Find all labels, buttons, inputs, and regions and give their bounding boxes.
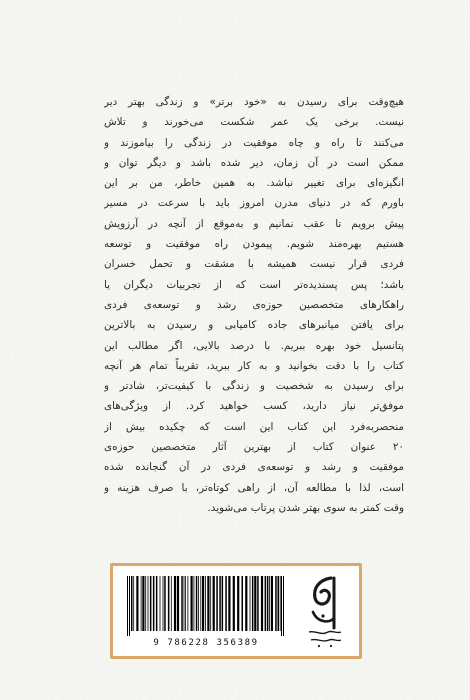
barcode-bar — [250, 576, 251, 631]
barcode-bar — [252, 576, 254, 631]
barcode-bar — [280, 576, 281, 631]
barcode-bar — [174, 576, 176, 631]
blurb-line: برای رسیدن به شخصیت و زندگی با کیفیت‌تر، شادتر و — [104, 380, 404, 393]
barcode-bar — [129, 576, 130, 636]
barcode-bar — [207, 576, 209, 631]
barcode-bar — [136, 576, 138, 631]
barcode-bar — [245, 576, 247, 631]
blurb-line: هستیم بهره‌مند شویم. پیمودن راه موفقیت و توسعه — [104, 238, 404, 251]
blurb-line: منحصربه‌فرد این کتاب این است که چکیده بیش از — [104, 420, 404, 433]
blurb-line: برای یافتن میانبرهای جاده کامیابی و رسیدن به بالاترین — [104, 319, 404, 332]
blurb-line: موفق‌تر نیاز دارید، کسب خواهید کرد. از ویژگی‌های — [104, 400, 404, 413]
barcode-bar — [202, 576, 204, 631]
publisher-logo — [301, 572, 349, 650]
blurb-line: ممکن است در آن زمان، دیر شده باشد و دیگر توان و — [104, 156, 404, 169]
barcode-bar — [168, 576, 170, 631]
barcode-bar — [222, 576, 224, 631]
blurb-line: است، لذا با مطالعه آن، از راهی کوتاه‌تر، با صرف هزینه و — [104, 481, 404, 494]
barcode-bars — [125, 576, 287, 636]
barcode-bar — [242, 576, 244, 631]
barcode-bar — [257, 576, 259, 631]
barcode-box — [110, 563, 362, 659]
blurb-line: می‌کنند تا راه و چاه موفقیت در زندگی را بیاموزند و — [104, 136, 404, 149]
barcode-bar — [150, 576, 152, 631]
barcode-bar — [200, 576, 201, 631]
barcode-bar — [145, 576, 146, 631]
blurb-line: باشد؛ پس پسندیده‌تر است که از تجربیات دیگران یا — [104, 278, 404, 291]
barcode-bar — [205, 576, 206, 631]
blurb-line: هیچ‌وقت برای رسیدن به «خود برتر» و زندگی بهتر دیر — [104, 96, 404, 108]
barcode-bar — [177, 576, 179, 631]
barcode-bar — [163, 576, 164, 631]
barcode-bar — [133, 576, 134, 631]
barcode-bar — [164, 576, 166, 631]
barcode-bar — [188, 576, 189, 631]
barcode-bar — [131, 576, 133, 631]
barcode-bar — [160, 576, 161, 631]
blurb-line: پیش برویم تا عقب نمانیم و به‌موقع از آنچه در آرزویش — [104, 217, 404, 230]
barcode-digits: 9 786228 356389 — [153, 638, 259, 648]
barcode-bar — [191, 576, 193, 631]
barcode-bar — [254, 576, 256, 631]
barcode-bar — [198, 576, 199, 631]
barcode-bar — [278, 576, 280, 631]
barcode-bar — [127, 576, 128, 636]
barcode-bar — [228, 576, 230, 631]
blurb-line: فردی قرار نیست همیشه با مشقت و تحمل خسران — [104, 258, 404, 271]
blurb-line: وقت کمتر به سوی بهتر شدن پرتاب می‌شوید. — [207, 501, 404, 514]
barcode-bar — [225, 576, 227, 631]
barcode-bar — [261, 576, 263, 631]
barcode-bar — [153, 576, 155, 631]
barcode-bar — [185, 576, 186, 631]
barcode-bar — [141, 576, 142, 631]
barcode-bar — [265, 576, 267, 631]
barcode-bar — [196, 576, 198, 631]
barcode-bar — [184, 576, 185, 631]
blurb-line: راهکارهای متخصصین حوزه‌ی رشد و توسعه‌ی فردی — [104, 298, 404, 311]
blurb-line: باورم که در دنیای مدرن امروز باید با سرعت در مسیر — [104, 197, 404, 210]
barcode-bar — [271, 576, 273, 631]
blurb-line: کتاب را با دقت بخوانید و به کار ببرید، تقریباً تمام هر آنچه — [104, 359, 404, 372]
barcode-bar — [281, 576, 282, 636]
barcode-bar — [213, 576, 215, 631]
blurb-line: پتانسیل خود بهره ببریم. با درصد بالایی، اگر مطالب این — [104, 339, 404, 352]
barcode-bar — [267, 576, 269, 631]
barcode-bar — [210, 576, 211, 631]
barcode-bar — [142, 576, 144, 631]
barcode-bar — [237, 576, 239, 631]
barcode-bar — [171, 576, 172, 631]
barcode-bar — [216, 576, 218, 631]
barcode-bar — [181, 576, 183, 631]
blurb-line: ۲۰ عنوان کتاب از بهترین آثار متخصصین حوزه‌ی — [104, 441, 404, 454]
blurb-line: انگیزه‌ای برای تغییر نباشد. به همین خاطر، من بر این — [104, 177, 404, 190]
barcode-bar — [219, 576, 221, 631]
barcode-bar — [194, 576, 195, 631]
barcode-bar — [269, 576, 270, 631]
barcode-bar — [156, 576, 158, 631]
back-cover-blurb — [104, 92, 404, 518]
barcode-bar — [283, 576, 284, 636]
barcode-bar — [148, 576, 149, 631]
isbn-barcode — [125, 576, 287, 652]
barcode-bar — [275, 576, 277, 631]
blurb-line: نیست. برخی یک عمر شکست می‌خورند و تلاش — [104, 116, 404, 129]
blurb-line: موفقیت و رشد و توسعه‌ی فردی در آن گنجانده شده — [104, 461, 404, 474]
barcode-bar — [233, 576, 235, 631]
